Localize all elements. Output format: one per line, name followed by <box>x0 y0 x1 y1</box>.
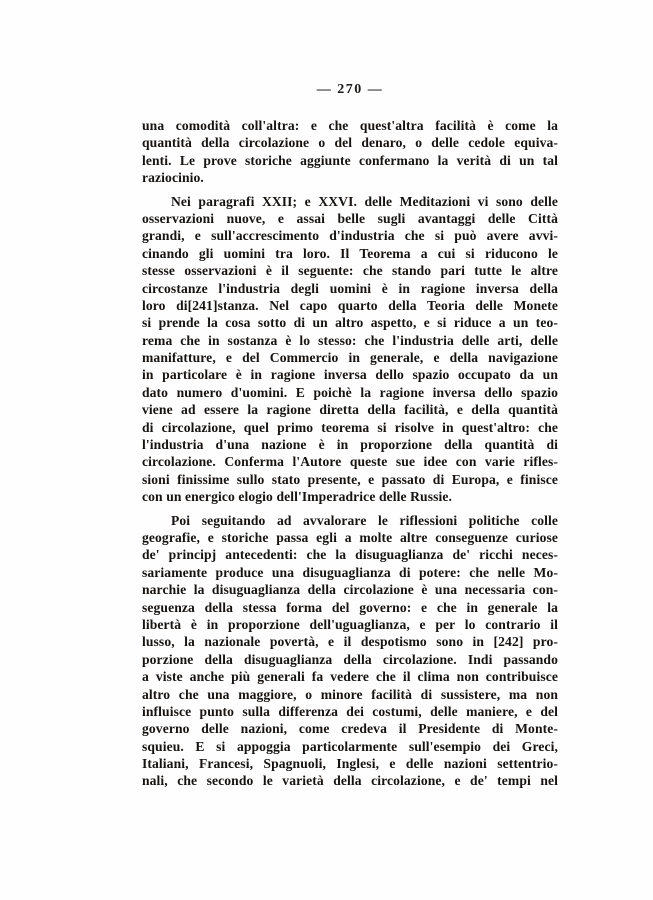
text-line: raziocinio. <box>142 170 204 186</box>
text-line: circolazione. Conferma l'Autore queste sue idee con varie rifles- <box>142 454 558 470</box>
text-line: stesse osservazioni è il seguente: che stando pari tutte le altre <box>142 263 558 279</box>
page-number: — 270 — <box>316 82 384 97</box>
text-line: una comodità coll'altra: e che quest'altra facilità è come la <box>142 118 558 133</box>
text-line: porzione della disuguaglianza della circolazione. Indi passando <box>142 651 558 667</box>
text-line: seguenza della stessa forma del governo: e che in generale la <box>142 599 558 615</box>
text-line: influisce punto sulla differenza dei costumi, delle maniere, e del <box>142 703 558 719</box>
text-line: Nei paragrafi XXII; e XXVI. delle Meditazioni vi sono delle <box>171 193 558 209</box>
text-line: de' principj antecedenti: che la disuguaglianza de' ricchi neces- <box>142 547 558 563</box>
text-line: grandi, e sull'accrescimento d'industria che si può avere avvi- <box>142 228 558 244</box>
text-line: a viste anche più generali fa vedere che il clima non contribuisce <box>142 669 558 685</box>
text-line: sioni finissime sullo stato presente, e passato di Europa, e finisce <box>142 471 558 487</box>
text-line: libertà è in proporzione dell'uguaglianza, e per lo contrario il <box>142 616 558 632</box>
text-line: loro di[241]stanza. Nel capo quarto della Teoria delle Monete <box>142 297 558 313</box>
paragraph-3 <box>142 512 558 790</box>
text-line: di circolazione, quel primo teorema si risolve in quest'altro: che <box>142 419 558 435</box>
text-line: altro che una maggiore, o minore facilità di sussistere, ma non <box>142 686 558 702</box>
text-line: lenti. Le prove storiche aggiunte confermano la verità di un tal <box>142 152 558 168</box>
text-line: lusso, la nazionale povertà, e il despotismo sono in [242] pro- <box>142 634 558 650</box>
text-block <box>142 117 558 790</box>
paragraph-1 <box>142 117 558 187</box>
text-line: sariamente produce una disuguaglianza di potere: che nelle Mo- <box>142 564 558 580</box>
text-line: cinando gli uomini tra loro. Il Teorema a cui si riducono le <box>142 245 558 261</box>
text-line: viene ad essere la ragione diretta della facilità, e della quantità <box>142 402 558 418</box>
text-line: in particolare è in ragione inversa dello spazio occupato da un <box>142 367 558 383</box>
text-line: narchie la disuguaglianza della circolazione è una necessaria con- <box>142 582 558 598</box>
text-line: si prende la cosa sotto di un altro aspetto, e si riduce a un teo- <box>142 315 558 331</box>
text-line: osservazioni nuove, e assai belle sugli avantaggi delle Città <box>142 210 558 226</box>
text-line: circostanze l'industria degli uomini è in ragione inversa della <box>142 280 558 296</box>
text-line: Italiani, Francesi, Spagnuoli, Inglesi, e delle nazioni settentrio- <box>142 756 558 772</box>
paragraph-2 <box>142 193 558 506</box>
text-line: quantità della circolazione o del denaro, o delle cedole equiva- <box>142 135 558 151</box>
text-line: geografie, e storiche passa egli a molte altre conseguenze curiose <box>142 529 558 545</box>
text-line: governo delle nazioni, come credeva il Presidente di Monte- <box>142 721 558 737</box>
text-line: con un energico elogio dell'Imperadrice delle Russie. <box>142 489 452 505</box>
text-line: nali, che secondo le varietà della circolazione, e de' tempi nel <box>142 773 558 789</box>
text-line: manifatture, e del Commercio in generale, e della navigazione <box>142 350 558 366</box>
text-line: dato numero d'uomini. E poichè la ragione inversa dello spazio <box>142 384 558 400</box>
text-line: squieu. E si appoggia particolarmente sull'esempio dei Greci, <box>142 738 558 754</box>
text-line: l'industria d'una nazione è in proporzione della quantità di <box>142 437 558 453</box>
text-line: Poi seguitando ad avvalorare le riflessioni politiche colle <box>171 512 558 528</box>
text-line: rema che in sostanza è lo stesso: che l'industria delle arti, delle <box>142 332 558 348</box>
